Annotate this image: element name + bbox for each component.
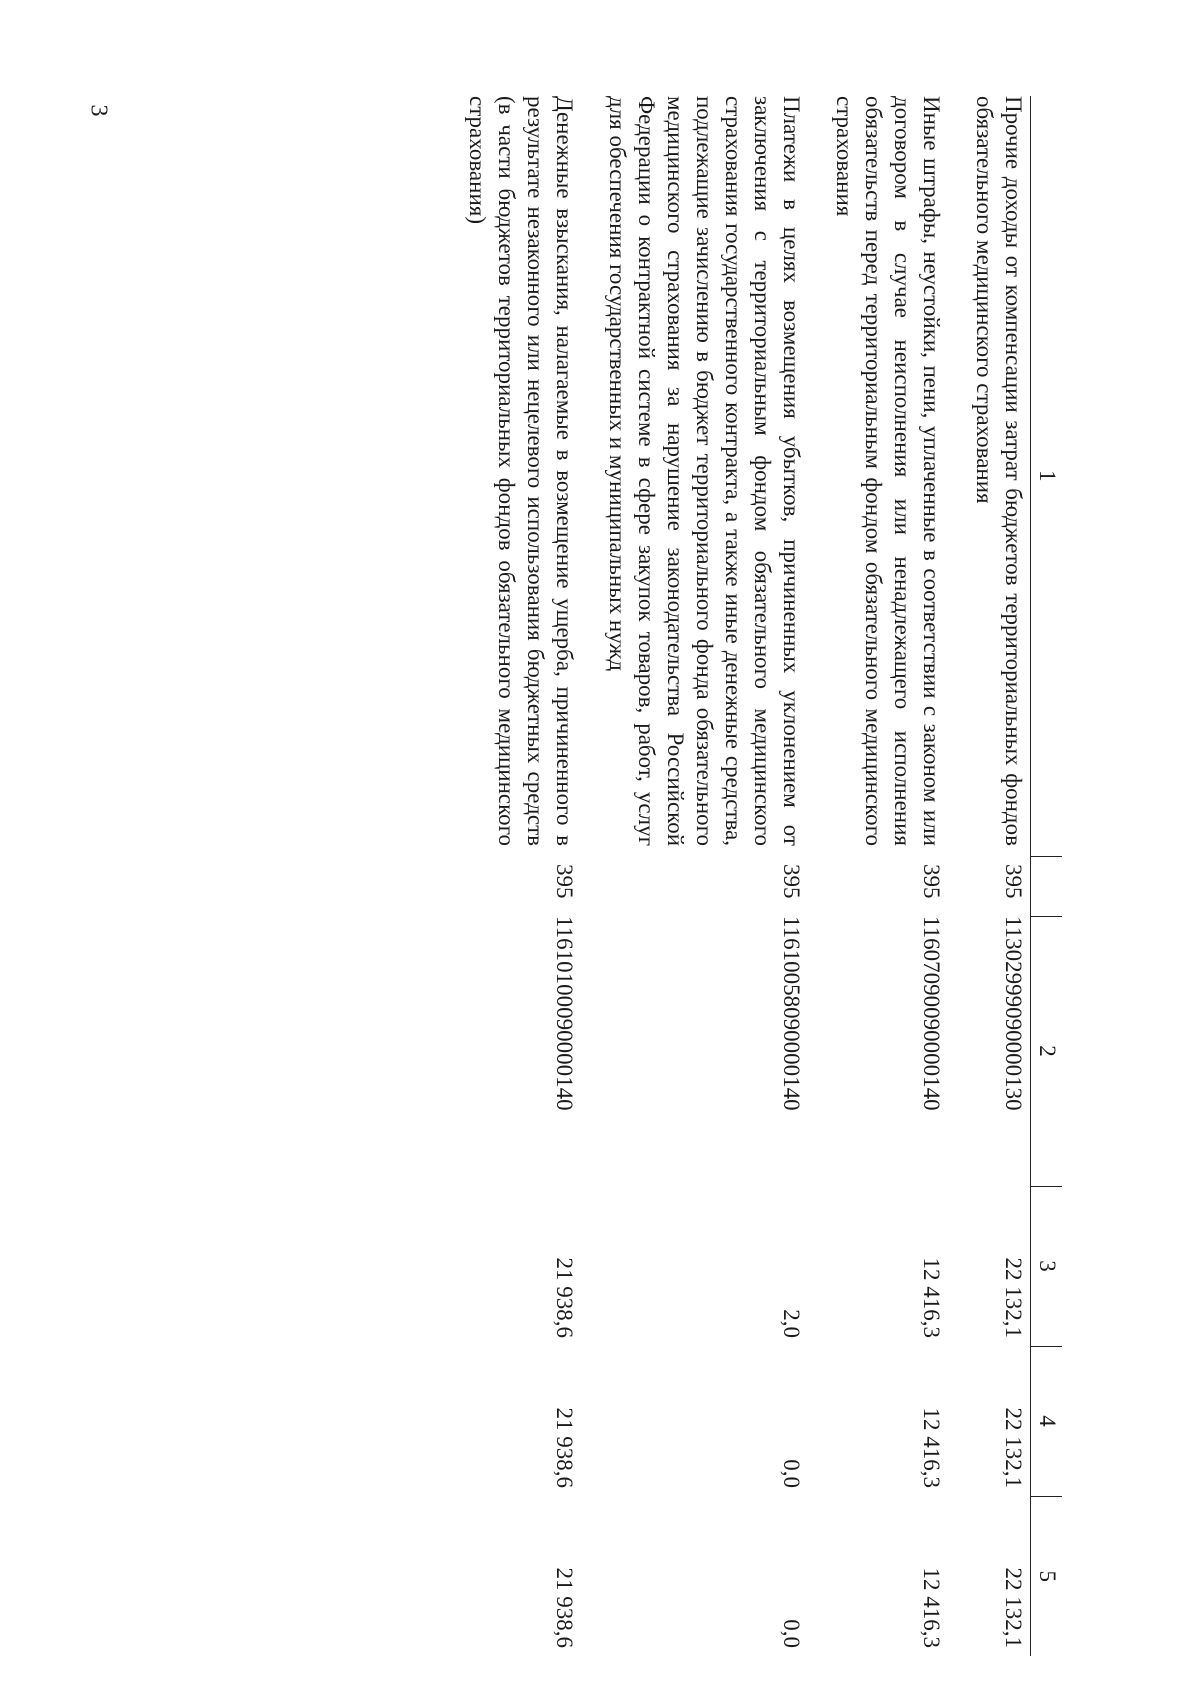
row-value-col5: 12 416,3 <box>919 1567 944 1648</box>
rotated-table-sheet <box>182 96 1062 1656</box>
header-col-2: 2 <box>1031 916 1063 1186</box>
row-value-col3: 22 132,1 <box>1001 1257 1026 1338</box>
row-description: Прочие доходы от компенсации затрат бюджетов территориальных фондов обязательного медицинского страхования <box>972 96 1026 846</box>
row-value-col3: 12 416,3 <box>919 1257 944 1338</box>
row-value-col4: 22 132,1 <box>1001 1407 1026 1488</box>
row-kbk-code: 11302999090000130 <box>1001 916 1026 1111</box>
row-admin-code: 395 <box>552 864 577 899</box>
row-description: Денежные взыскания, налагаемые в возмещение ущерба, причиненного в результате незаконного или нецелевого использования бюджетных средств (в части бюджетов территориальных фондов обязательного медицинского страхования) <box>465 96 577 846</box>
table-row <box>808 96 948 1656</box>
row-value-col4: 12 416,3 <box>919 1407 944 1488</box>
row-description: Платежи в целях возмещения убытков, причиненных уклонением от заключения с территориальным фондом обязательного медицинского страхования государственного контракта, а также иные денежные средства, подлежащие зачислению в бюджет территориального фонда обязательного медицинского страхования за нарушение законодательства Российской Федерации о контрактной системе в сфере закупок товаров, работ, услуг для обеспечения государственных и муниципальных нужд <box>605 96 804 846</box>
row-kbk-code: 11607090090000140 <box>919 916 944 1111</box>
header-col-5: 5 <box>1031 1496 1063 1656</box>
header-col-admin <box>1031 856 1063 916</box>
table-row <box>948 96 1031 1656</box>
row-value-col5: 0,0 <box>779 1619 804 1648</box>
row-kbk-code: 11610058090000140 <box>779 916 804 1111</box>
row-value-col5: 21 938,6 <box>552 1567 577 1648</box>
row-value-col3: 21 938,6 <box>552 1257 577 1338</box>
header-col-1: 1 <box>1031 96 1063 856</box>
row-value-col3: 2,0 <box>779 1309 804 1338</box>
table-row <box>581 96 808 1656</box>
row-value-col4: 21 938,6 <box>552 1407 577 1488</box>
row-admin-code: 395 <box>1001 864 1026 899</box>
revenue-table <box>441 96 1062 1656</box>
table-row <box>441 96 581 1656</box>
page-number: 3 <box>85 104 112 117</box>
table-header-row <box>1031 96 1063 1656</box>
row-admin-code: 395 <box>779 864 804 899</box>
row-value-col4: 0,0 <box>779 1459 804 1488</box>
row-admin-code: 395 <box>919 864 944 899</box>
row-description: Иные штрафы, неустойки, пени, уплаченные в соответствии с законом или договором в случае неисполнения или ненадлежащего исполнения обязательств перед территориальным фондом обязательного медицинского страхования <box>832 96 944 846</box>
row-value-col5: 22 132,1 <box>1001 1567 1026 1648</box>
row-kbk-code: 11610100090000140 <box>552 916 577 1111</box>
header-col-3: 3 <box>1031 1186 1063 1346</box>
header-col-4: 4 <box>1031 1346 1063 1496</box>
